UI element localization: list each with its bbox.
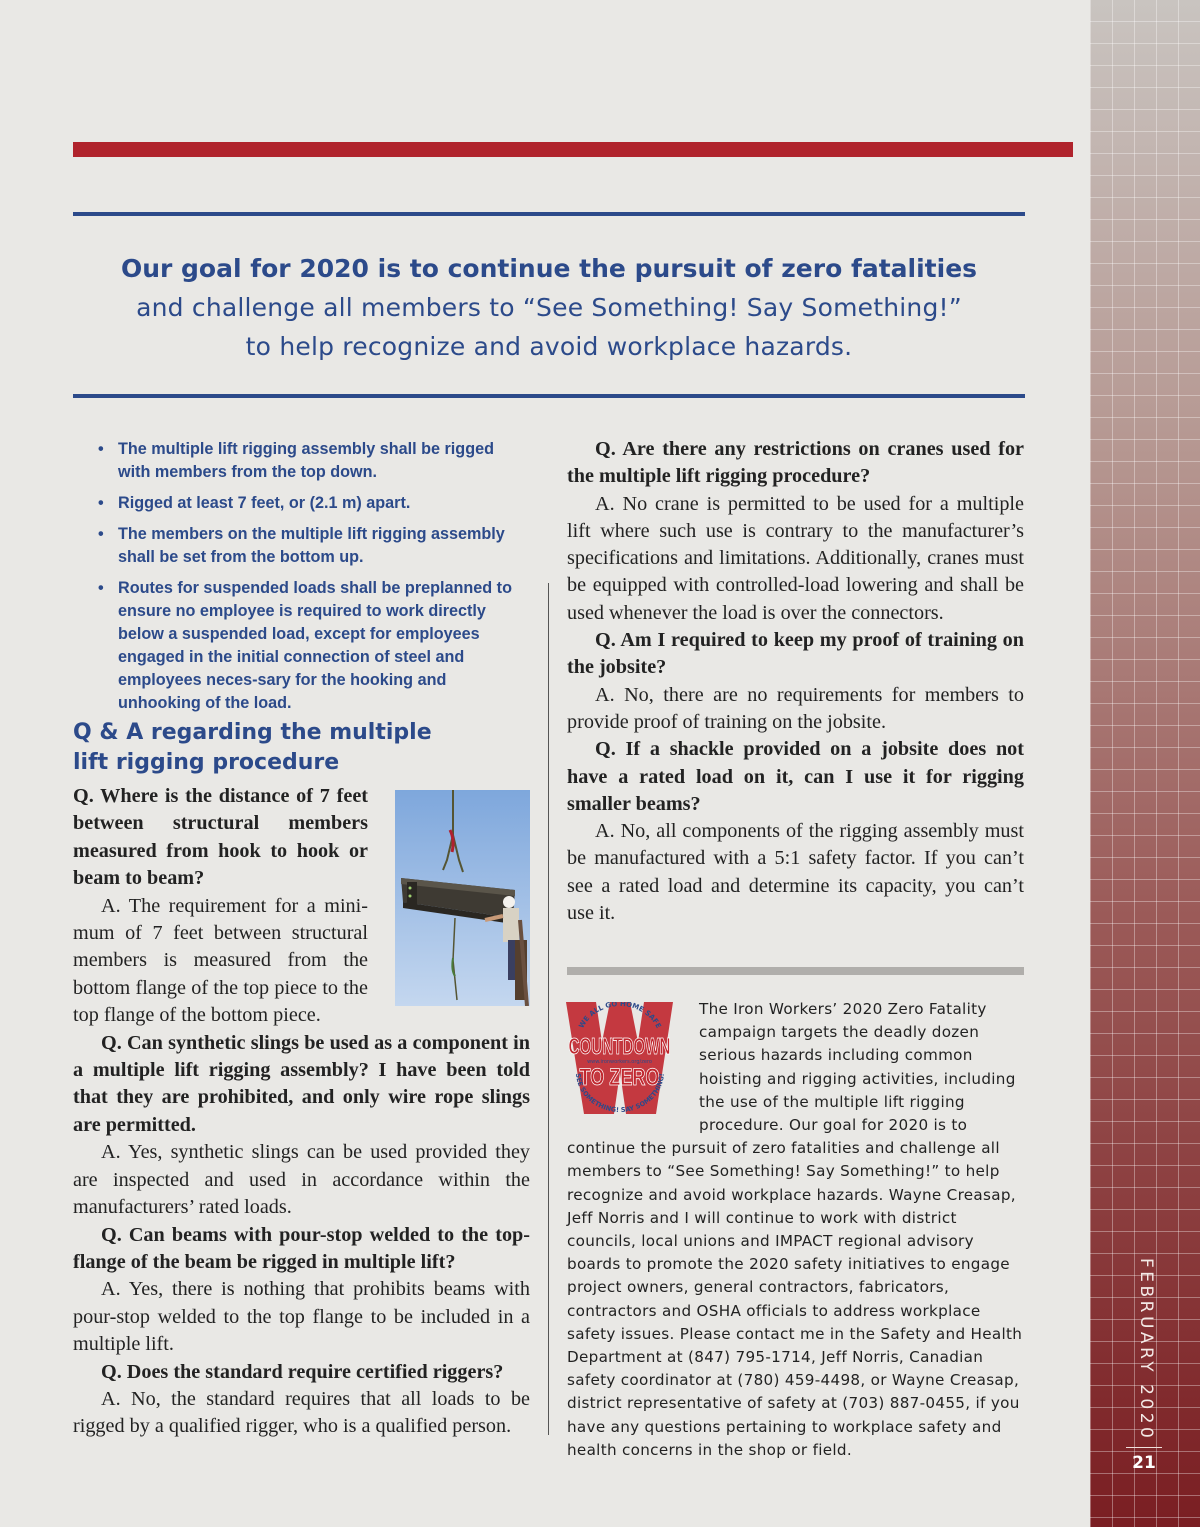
question-6: Q. Am I required to keep my proof of training on the jobsite?	[567, 629, 1024, 679]
campaign-paragraph: The Iron Workers’ 2020 Zero Fatality campaign targets the deadly dozen serious hazards including common hoisting and rigging activities, including the use of the multiple lift rigging procedure. Our goal for 2020 is to continue the pursuit of zero fatalities and challenge all members to “See Something! Say Something!” to help recognize and avoid workplace hazards. Wayne Creasap, Jeff Norris and I will continue to work with district councils, local unions and IMPACT regional advisory boards to promote the 2020 safety initiatives to engage project owners, general contractors, fabricators, contractors and OSHA officials to address workplace safety issues. Please contact me in the Safety and Health Department at (847) 795-1714, Jeff Norris, Canadian safety coordinator at (780) 459-4498, or Wayne Creasap, district representative of safety at (703) 887-0455, if you have any questions pertaining to workplace safety and health concerns in the shop or field.	[567, 1000, 1023, 1459]
left-qa-column	[73, 783, 530, 1441]
rigging-rules-list	[98, 438, 528, 723]
answer-3: A. Yes, there is nothing that prohibits beams with pour-stop welded to the top flange to be included in a multiple lift.	[73, 1278, 530, 1356]
pull-quote	[73, 250, 1025, 366]
list-item: • Routes for suspended loads shall be preplanned to ensure no employee is required to work directly below a suspended load, except for employees engaged in the initial connection of steel and employees neces-sary for the hooking and unhooking of the load.	[98, 577, 528, 715]
countdown-to-zero-logo-graphic	[566, 1002, 673, 1114]
answer-1: A. The requirement for a mini-mum of 7 feet between structural members is measured from the bottom flange of the top piece to the top flange of the bottom piece.	[73, 894, 368, 1027]
pull-quote-bottom-rule	[73, 394, 1025, 398]
answer-7: A. No, all components of the rigging assembly must be manufactured with a 5:1 safety factor. If you can’t see a rated load and determine its capacity, you can’t use it.	[567, 820, 1024, 925]
question-2: Q. Can synthetic slings be used as a component in a multiple lift rigging assembly? I have been told that they are prohibited, and only wire rope slings are permitted.	[73, 1031, 530, 1136]
page-number: 21	[1132, 1453, 1156, 1473]
logo-countdown-text: COUNTDOWN	[568, 1033, 671, 1059]
question-4: Q. Does the standard require certified riggers?	[101, 1360, 504, 1383]
sidebar-rule	[567, 967, 1024, 975]
page-number-rule	[1126, 1447, 1162, 1448]
answer-6: A. No, there are no requirements for members to provide proof of training on the jobsite.	[567, 683, 1024, 733]
right-qa-column	[567, 436, 1024, 927]
logo-bottom-arc-text: SEE SOMETHING! SAY SOMETHING!	[573, 1072, 666, 1114]
list-item: • The multiple lift rigging assembly shall be rigged with members from the top down.	[98, 438, 528, 484]
pull-quote-line-2: and challenge all members to “See Something! Say Something!”	[136, 293, 962, 322]
countdown-to-zero-logo	[566, 1002, 673, 1114]
question-3: Q. Can beams with pour-stop welded to the top-flange of the beam be rigged in multiple lift?	[73, 1223, 530, 1273]
pull-quote-bold-line: Our goal for 2020 is to continue the pursuit of zero fatalities	[120, 254, 978, 283]
answer-4: A. No, the standard requires that all loads to be rigged by a qualified rigger, who is a qualified person.	[73, 1387, 530, 1438]
answer-5: A. No crane is permitted to be used for a multiple lift where such use is contrary to the manufacturer’s specifications and limitations. Additionally, cranes must be equipped with controlled-load lowering and shall be used whenever the load is over the connectors.	[567, 492, 1024, 624]
question-1: Q. Where is the distance of 7 feet between structural members measured from hook to hook or beam to beam?	[73, 785, 368, 890]
list-item: • The members on the multiple lift rigging assembly shall be set from the bottom up.	[98, 523, 528, 569]
issue-date	[1130, 1258, 1160, 1442]
answer-2: A. Yes, synthetic slings can be used provided they are inspected and used in accordance within the manufacturers’ rated loads.	[73, 1141, 530, 1219]
question-5: Q. Are there any restrictions on cranes used for the multiple lift rigging procedure?	[567, 438, 1024, 488]
list-item: • Rigged at least 7 feet, or (2.1 m) apart.	[98, 492, 528, 515]
logo-url-text: www.ironworkers.org/zero	[587, 1059, 652, 1065]
pull-quote-top-rule	[73, 212, 1025, 216]
column-divider	[548, 583, 549, 1435]
question-7: Q. If a shackle provided on a jobsite does not have a rated load on it, can I use it for rigging smaller beams?	[567, 738, 1024, 815]
logo-top-arc-text: WE ALL GO HOME SAFE	[577, 1002, 663, 1030]
logo-to-zero-text: TO ZERO	[579, 1064, 660, 1091]
pull-quote-line-3: to help recognize and avoid workplace hazards.	[245, 332, 853, 361]
top-red-rule	[73, 142, 1073, 157]
section-heading: Q & A regarding the multiple lift rigging procedure	[73, 720, 432, 775]
issue-date-text: FEBRUARY 2020	[1136, 1258, 1156, 1442]
